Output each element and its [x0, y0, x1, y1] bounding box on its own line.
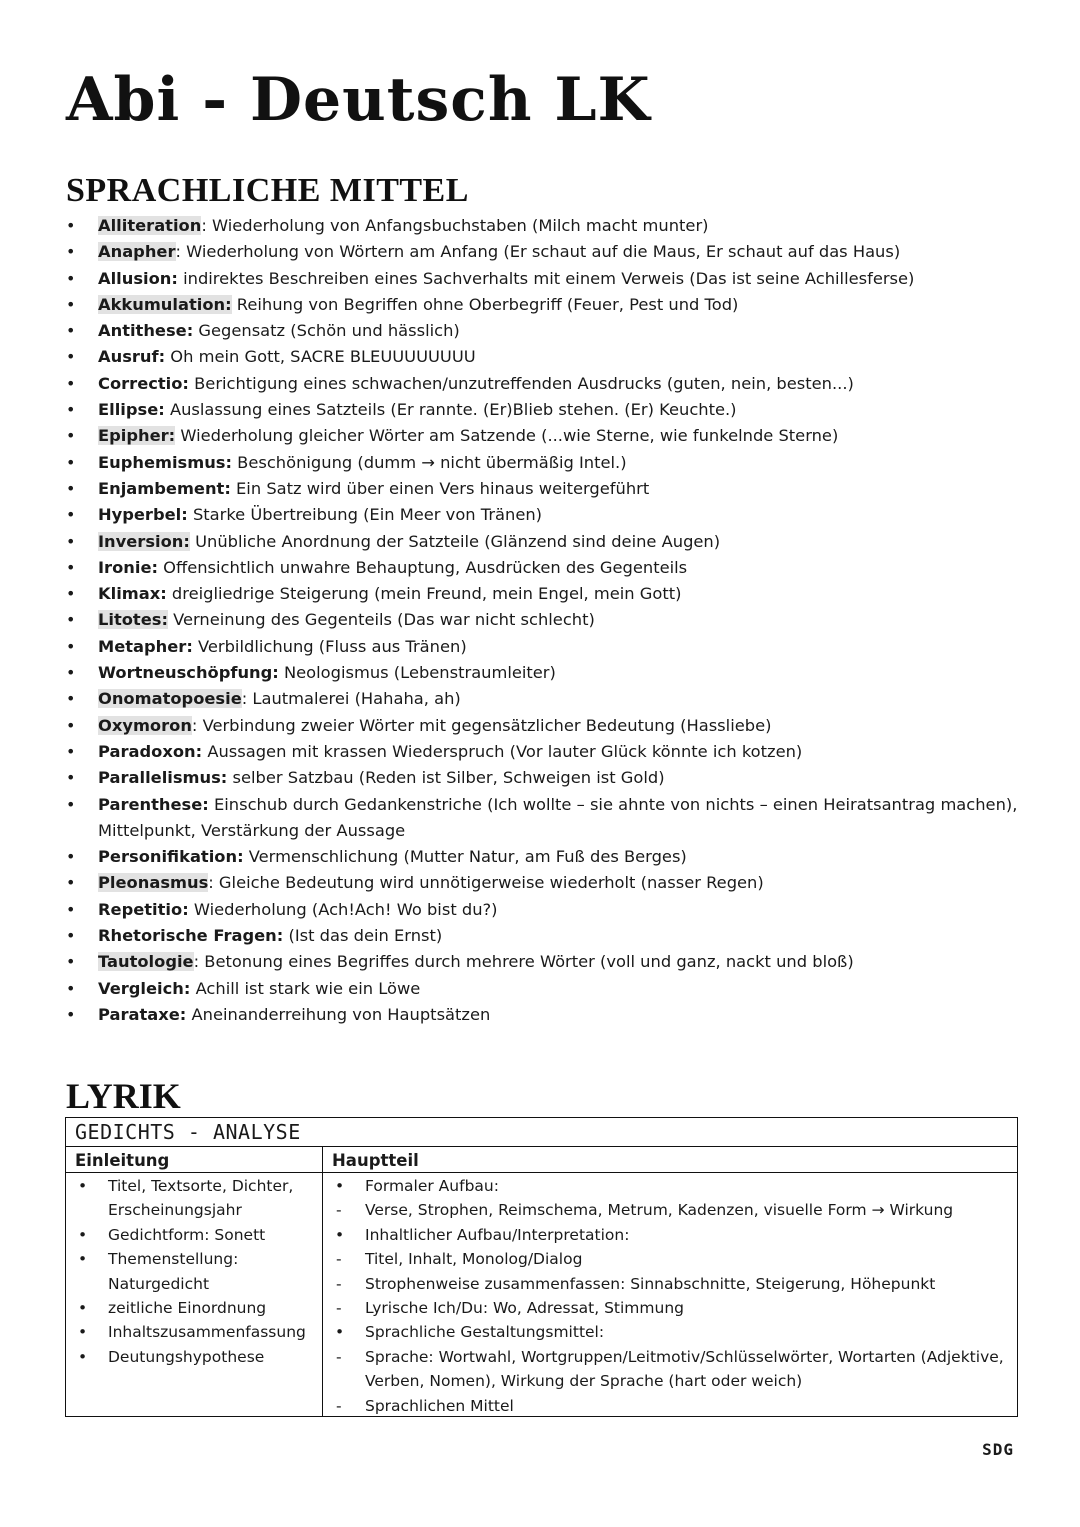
table-header: GEDICHTS - ANALYSE [66, 1118, 1017, 1147]
device-description: dreigliedrige Steigerung (mein Freund, mein Engel, mein Gott) [166, 584, 682, 604]
list-item [66, 660, 1026, 686]
device-description: Reihung von Begriffen ohne Oberbegriff (Feuer, Pest und Tod) [231, 294, 739, 314]
list-item [66, 502, 1026, 528]
device-description: Auslassung eines Satzteils (Er rannte. (Er)Blieb stehen. (Er) Keuchte.) [164, 400, 737, 420]
device-description: indirektes Beschreiben eines Sachverhalts mit einem Verweis (Das ist seine Achillesferse) [177, 268, 915, 288]
list-item [66, 213, 1026, 239]
list-item [66, 450, 1026, 476]
list-item: • Gedichtform: Sonett [76, 1223, 316, 1247]
device-description: Aussagen mit krassen Wiederspruch (Vor lauter Glück könnte ich kotzen) [202, 741, 803, 761]
list-item [66, 923, 1026, 949]
device-description: Unübliche Anordnung der Satzteile (Glänzend sind deine Augen) [189, 531, 721, 551]
device-term: Anapher [98, 242, 176, 262]
device-description: : Verbindung zweier Wörter mit gegensätzlicher Bedeutung (Hassliebe) [191, 715, 772, 735]
column-header-row [66, 1146, 1017, 1173]
list-item [66, 344, 1026, 370]
list-item [66, 897, 1026, 923]
device-term: Rhetorische Fragen: [98, 926, 284, 946]
column-label-einleitung: Einleitung [75, 1151, 170, 1170]
device-term: Tautologie [98, 952, 194, 972]
list-item [66, 765, 1026, 791]
device-description: Einschub durch Gedankenstriche (Ich wollte – sie ahnte von nichts – einen Heiratsantrag machen), Mittelpunkt, Verstärkung der Aussage [98, 794, 1018, 840]
device-term: Euphemismus: [98, 452, 232, 472]
device-description: : Wiederholung von Anfangsbuchstaben (Milch macht munter) [201, 216, 709, 235]
list-item: • Formaler Aufbau: [333, 1174, 1013, 1198]
list-item: - Titel, Inhalt, Monolog/Dialog [333, 1247, 1013, 1271]
list-item: • Titel, Textsorte, Dichter, Erscheinungsjahr [76, 1174, 316, 1223]
device-term: Wortneuschöpfung: [98, 663, 279, 683]
device-description: : Gleiche Bedeutung wird unnötigerweise wiederholt (nasser Regen) [208, 873, 764, 893]
list-item [66, 397, 1026, 423]
device-description: : Lautmalerei (Hahaha, ah) [241, 689, 461, 709]
column-label-hauptteil: Hauptteil [332, 1151, 419, 1170]
footer-initials: SDG [982, 1440, 1014, 1459]
device-description: Beschönigung (dumm → nicht übermäßig Intel.) [232, 452, 627, 472]
list-item: • Sprachliche Gestaltungsmittel: [333, 1320, 1013, 1344]
list-item [66, 581, 1026, 607]
list-item [66, 239, 1026, 265]
device-description: Berichtigung eines schwachen/unzutreffenden Ausdrucks (guten, nein, besten...) [188, 373, 854, 393]
device-term: Hyperbel: [98, 505, 188, 525]
list-item [66, 1002, 1026, 1028]
list-item [66, 739, 1026, 765]
rhetorical-devices-list [66, 213, 1026, 1028]
list-item: • Deutungshypothese [76, 1345, 316, 1369]
device-term: Oxymoron [98, 715, 192, 735]
device-term: Paradoxon: [98, 741, 203, 761]
device-term: Pleonasmus [98, 873, 209, 893]
list-item [66, 292, 1026, 318]
device-description: Verneinung des Gegenteils (Das war nicht schlecht) [167, 610, 595, 630]
list-item: - Lyrische Ich/Du: Wo, Adressat, Stimmung [333, 1296, 1013, 1320]
column-divider [322, 1146, 323, 1416]
device-term: Enjambement: [98, 478, 231, 498]
list-item [66, 870, 1026, 896]
device-term: Vergleich: [98, 978, 191, 998]
device-term: Repetitio: [98, 899, 189, 919]
list-item [66, 607, 1026, 633]
list-item: • zeitliche Einordnung [76, 1296, 316, 1320]
device-term: Correctio: [98, 373, 189, 393]
list-item [66, 844, 1026, 870]
device-term: Metapher: [98, 636, 193, 656]
device-description: Aneinanderreihung von Hauptsätzen [186, 1004, 491, 1024]
device-term: Parenthese: [98, 794, 209, 814]
device-term: Personifikation: [98, 847, 244, 867]
poem-analysis-table [65, 1117, 1018, 1417]
device-term: Onomatopoesie [98, 689, 242, 709]
device-description: Gegensatz (Schön und hässlich) [193, 321, 460, 341]
device-term: Akkumulation: [98, 294, 232, 314]
device-description: Ein Satz wird über einen Vers hinaus weitergeführt [230, 478, 650, 498]
device-term: Inversion: [98, 531, 190, 551]
device-description: selber Satzbau (Reden ist Silber, Schweigen ist Gold) [227, 768, 665, 788]
page-title: Abi - Deutsch LK [66, 65, 651, 135]
section-title-sprachliche-mittel: SPRACHLICHE MITTEL [66, 172, 469, 209]
device-description: Achill ist stark wie ein Löwe [190, 978, 421, 998]
device-description: (Ist das dein Ernst) [283, 926, 443, 946]
device-description: Neologismus (Lebenstraumleiter) [278, 663, 556, 683]
device-term: Epipher: [98, 426, 176, 446]
device-description: : Wiederholung von Wörtern am Anfang (Er schaut auf die Maus, Er schaut auf das Haus) [175, 242, 901, 262]
device-term: Parataxe: [98, 1004, 187, 1024]
device-term: Allusion: [98, 268, 178, 288]
device-term: Parallelismus: [98, 768, 228, 788]
list-item: - Strophenweise zusammenfassen: Sinnabschnitte, Steigerung, Höhepunkt [333, 1272, 1013, 1296]
list-item [66, 529, 1026, 555]
list-item: - Verse, Strophen, Reimschema, Metrum, Kadenzen, visuelle Form → Wirkung [333, 1198, 1013, 1222]
device-description: Vermenschlichung (Mutter Natur, am Fuß des Berges) [243, 847, 687, 867]
list-item [66, 371, 1026, 397]
device-description: Offensichtlich unwahre Behauptung, Ausdrücken des Gegenteils [158, 557, 688, 577]
list-item: • Inhaltlicher Aufbau/Interpretation: [333, 1223, 1013, 1247]
device-term: Alliteration [98, 216, 202, 235]
device-term: Litotes: [98, 610, 168, 630]
device-term: Ellipse: [98, 400, 165, 420]
list-item [66, 318, 1026, 344]
list-item: - Sprachlichen Mittel [333, 1394, 1013, 1418]
list-item [66, 976, 1026, 1002]
list-item [66, 792, 1026, 845]
list-item: • Themenstellung: Naturgedicht [76, 1247, 316, 1296]
device-description: Oh mein Gott, SACRE BLEUUUUUUUU [165, 347, 476, 367]
list-item: • Inhaltszusammenfassung [76, 1320, 316, 1344]
device-description: : Betonung eines Begriffes durch mehrere Wörter (voll und ganz, nackt und bloß) [193, 952, 854, 972]
list-item [66, 476, 1026, 502]
list-item [66, 634, 1026, 660]
device-term: Ironie: [98, 557, 158, 577]
list-item [66, 555, 1026, 581]
list-item [66, 713, 1026, 739]
einleitung-list [76, 1174, 316, 1369]
device-description: Starke Übertreibung (Ein Meer von Tränen) [187, 505, 543, 525]
list-item: - Sprache: Wortwahl, Wortgruppen/Leitmotiv/Schlüsselwörter, Wortarten (Adjektive, Verben, Nomen), Wirkung der Sprache (hart oder weich) [333, 1345, 1013, 1394]
hauptteil-list [333, 1174, 1013, 1418]
list-item [66, 949, 1026, 975]
section-title-lyrik: LYRIK [66, 1076, 181, 1116]
device-term: Ausruf: [98, 347, 166, 367]
device-description: Wiederholung gleicher Wörter am Satzende (...wie Sterne, wie funkelnde Sterne) [175, 426, 839, 446]
device-term: Klimax: [98, 584, 167, 604]
list-item [66, 686, 1026, 712]
device-description: Verbildlichung (Fluss aus Tränen) [192, 636, 467, 656]
device-description: Wiederholung (Ach!Ach! Wo bist du?) [188, 899, 498, 919]
device-term: Antithese: [98, 321, 194, 341]
list-item [66, 266, 1026, 292]
list-item [66, 423, 1026, 449]
